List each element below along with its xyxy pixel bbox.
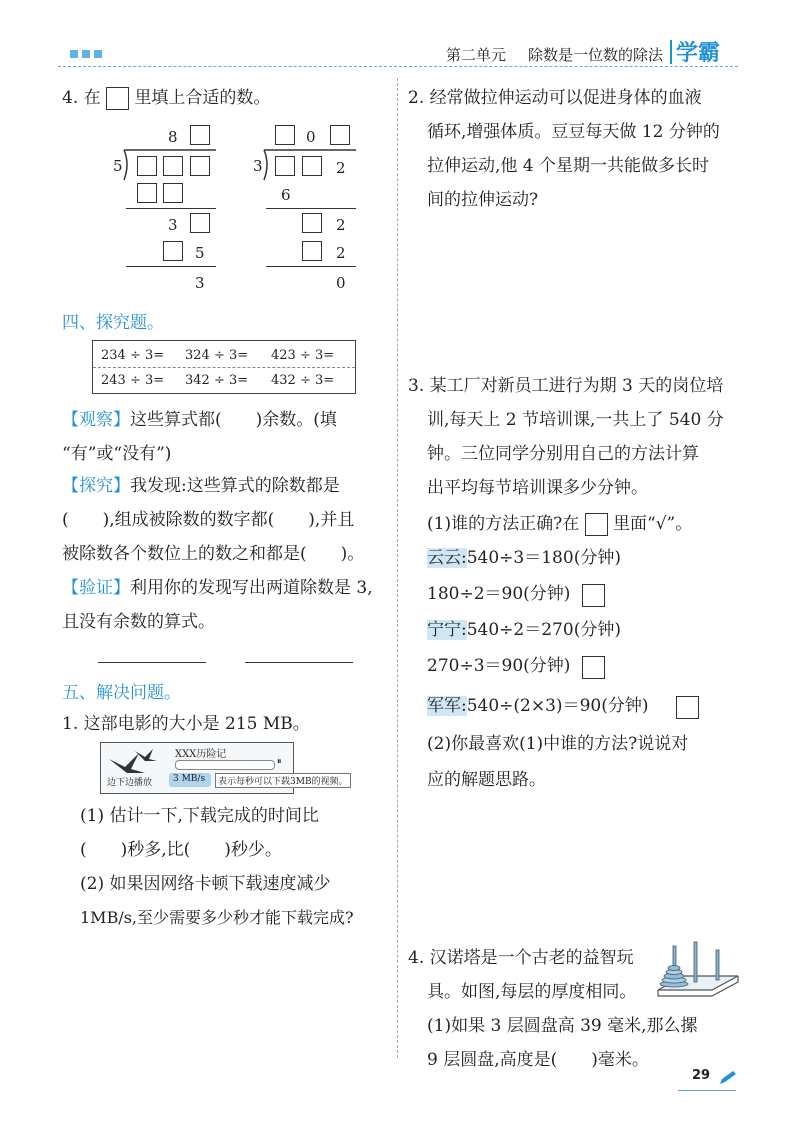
q2-line3: 拉伸运动,他 4 个星期一共能做多长时 xyxy=(427,156,710,176)
division-digit: 5 xyxy=(195,244,205,262)
calc-cell: 234 ÷ 3= xyxy=(101,348,165,363)
jun-label: 军军: xyxy=(427,696,467,716)
division-line xyxy=(126,208,216,209)
division-line xyxy=(266,208,356,209)
answer-box[interactable] xyxy=(190,213,210,233)
answer-box[interactable] xyxy=(190,125,210,145)
download-widget xyxy=(100,742,348,794)
calc-cell: 423 ÷ 3= xyxy=(271,348,335,363)
explore-line-3: 被除数各个数位上的数之和都是( )。 xyxy=(62,544,365,564)
header-divider xyxy=(58,66,738,67)
q3-part1: (1)谁的方法正确?在 里面“√”。 xyxy=(427,514,693,534)
answer-box[interactable] xyxy=(302,213,322,233)
hanoi-tower-icon xyxy=(652,940,744,1004)
download-title: XXX历险记 xyxy=(175,749,227,760)
calc-cell: 342 ÷ 3= xyxy=(185,373,249,388)
jun-check-box[interactable] xyxy=(676,696,699,719)
ning-label: 宁宁: xyxy=(427,620,467,640)
q4r-line1: 4. 汉诺塔是一个古老的益智玩 xyxy=(408,948,634,968)
download-progress xyxy=(175,760,275,770)
q1-part2-line2: 1MB/s,至少需要多少秒才能下载完成? xyxy=(80,908,354,927)
table-divider xyxy=(93,367,355,368)
header-mark xyxy=(94,50,102,58)
answer-box[interactable] xyxy=(275,125,295,145)
page-number: 29 xyxy=(692,1068,711,1083)
ning-check-box[interactable] xyxy=(582,656,605,679)
q3-line1: 3. 某工厂对新员工进行为期 3 天的岗位培 xyxy=(408,376,724,396)
verify-line: 【验证】利用你的发现写出两道除数是 3, xyxy=(62,578,373,598)
divisor: 5 xyxy=(113,157,123,175)
calc-cell: 432 ÷ 3= xyxy=(271,373,335,388)
verify-line-2: 且没有余数的算式。 xyxy=(62,612,215,632)
answer-box[interactable] xyxy=(302,241,322,261)
calc-cell: 243 ÷ 3= xyxy=(101,373,165,388)
header-mark xyxy=(70,50,78,58)
yun-method-2: 180÷2＝90(分钟) xyxy=(427,584,571,604)
remainder: 3 xyxy=(195,274,205,292)
header-unit: 第二单元 xyxy=(446,46,507,64)
check-box-sample xyxy=(585,513,608,536)
q3-part2-line2: 应的解题思路。 xyxy=(427,770,546,790)
q4r-line2: 具。如图,每层的厚度相同。 xyxy=(427,982,637,1002)
download-speed: 3 MB/s xyxy=(173,774,206,784)
division-line xyxy=(266,266,356,267)
q4-prompt: 4. 在 里填上合适的数。 xyxy=(62,88,271,108)
q1-prompt: 1. 这部电影的大小是 215 MB。 xyxy=(62,714,310,734)
answer-box[interactable] xyxy=(137,156,157,176)
yun-check-box[interactable] xyxy=(582,584,605,607)
q3-part2-line1: (2)你最喜欢(1)中谁的方法?说说对 xyxy=(427,734,689,754)
answer-box[interactable] xyxy=(190,156,210,176)
explore-line-2: ( ),组成被除数的数字都( ),并且 xyxy=(62,510,355,530)
answer-line[interactable] xyxy=(98,662,206,663)
yun-label: 云云: xyxy=(427,548,467,568)
answer-line[interactable] xyxy=(245,662,353,663)
section-4-title: 四、探究题。 xyxy=(62,313,164,333)
pencil-icon xyxy=(718,1070,738,1086)
q4r-line4: 9 层圆盘,高度是( )毫米。 xyxy=(427,1050,649,1070)
download-label: 边下边播放 xyxy=(107,778,153,788)
quotient-digit: 0 xyxy=(306,128,316,146)
q1-part2-line1: (2) 如果因网络卡顿下载速度减少 xyxy=(80,874,331,894)
answer-box[interactable] xyxy=(330,125,350,145)
ning-method: 宁宁:540÷2＝270(分钟) xyxy=(427,620,621,640)
answer-box[interactable] xyxy=(163,241,183,261)
q2-line1: 2. 经常做拉伸运动可以促进身体的血液 xyxy=(408,88,702,108)
division-digit: 2 xyxy=(336,216,346,234)
header-topic: 除数是一位数的除法 xyxy=(528,46,664,64)
ning-method-2: 270÷3＝90(分钟) xyxy=(427,656,571,676)
pause-icon[interactable]: ⏸ xyxy=(277,757,282,767)
division-digit: 2 xyxy=(336,159,346,177)
jun-method: 军军:540÷(2×3)＝90(分钟) xyxy=(427,696,649,716)
remainder: 0 xyxy=(336,274,346,292)
divisor: 3 xyxy=(253,157,263,175)
q2-line2: 循环,增强体质。豆豆每天做 12 分钟的 xyxy=(427,122,720,142)
answer-box xyxy=(106,87,129,110)
division-digit: 3 xyxy=(168,216,178,234)
page-number-bar xyxy=(678,1090,736,1091)
division-line xyxy=(126,266,216,267)
q1-part1-line2: ( )秒多,比( )秒少。 xyxy=(80,840,282,860)
q1-part1-line1: (1) 估计一下,下载完成的时间比 xyxy=(80,806,319,826)
division-digit: 2 xyxy=(336,244,346,262)
answer-box[interactable] xyxy=(302,156,322,176)
q3-line2: 训,每天上 2 节培训课,一共上了 540 分 xyxy=(427,410,724,430)
answer-box[interactable] xyxy=(137,183,157,203)
answer-box[interactable] xyxy=(275,156,295,176)
brand-logo: 学霸 xyxy=(676,41,721,66)
answer-box[interactable] xyxy=(163,183,183,203)
observe-line-2: “有”或“没有”) xyxy=(62,444,172,464)
q2-line4: 间的拉伸运动? xyxy=(427,190,539,210)
quotient-digit: 8 xyxy=(168,128,178,146)
download-note: 表示每秒可以下载3MB的视频。 xyxy=(215,773,351,788)
answer-box[interactable] xyxy=(163,156,183,176)
explore-line: 【探究】我发现:这些算式的除数都是 xyxy=(62,476,340,496)
observe-line: 【观察】这些算式都( )余数。(填 xyxy=(62,410,337,430)
q3-line3: 钟。三位同学分别用自己的方法计算 xyxy=(427,444,699,464)
calc-cell: 324 ÷ 3= xyxy=(185,348,249,363)
q4r-line3: (1)如果 3 层圆盘高 39 毫米,那么摞 xyxy=(427,1016,698,1036)
header-mark xyxy=(82,50,90,58)
q3-line4: 出平均每节培训课多少分钟。 xyxy=(427,478,648,498)
division-digit: 6 xyxy=(281,186,291,204)
column-divider xyxy=(397,78,398,1058)
logo-bar xyxy=(670,40,672,64)
section-5-title: 五、解决问题。 xyxy=(62,683,181,703)
calc-table xyxy=(92,340,356,394)
yun-method: 云云:540÷3＝180(分钟) xyxy=(427,548,621,568)
